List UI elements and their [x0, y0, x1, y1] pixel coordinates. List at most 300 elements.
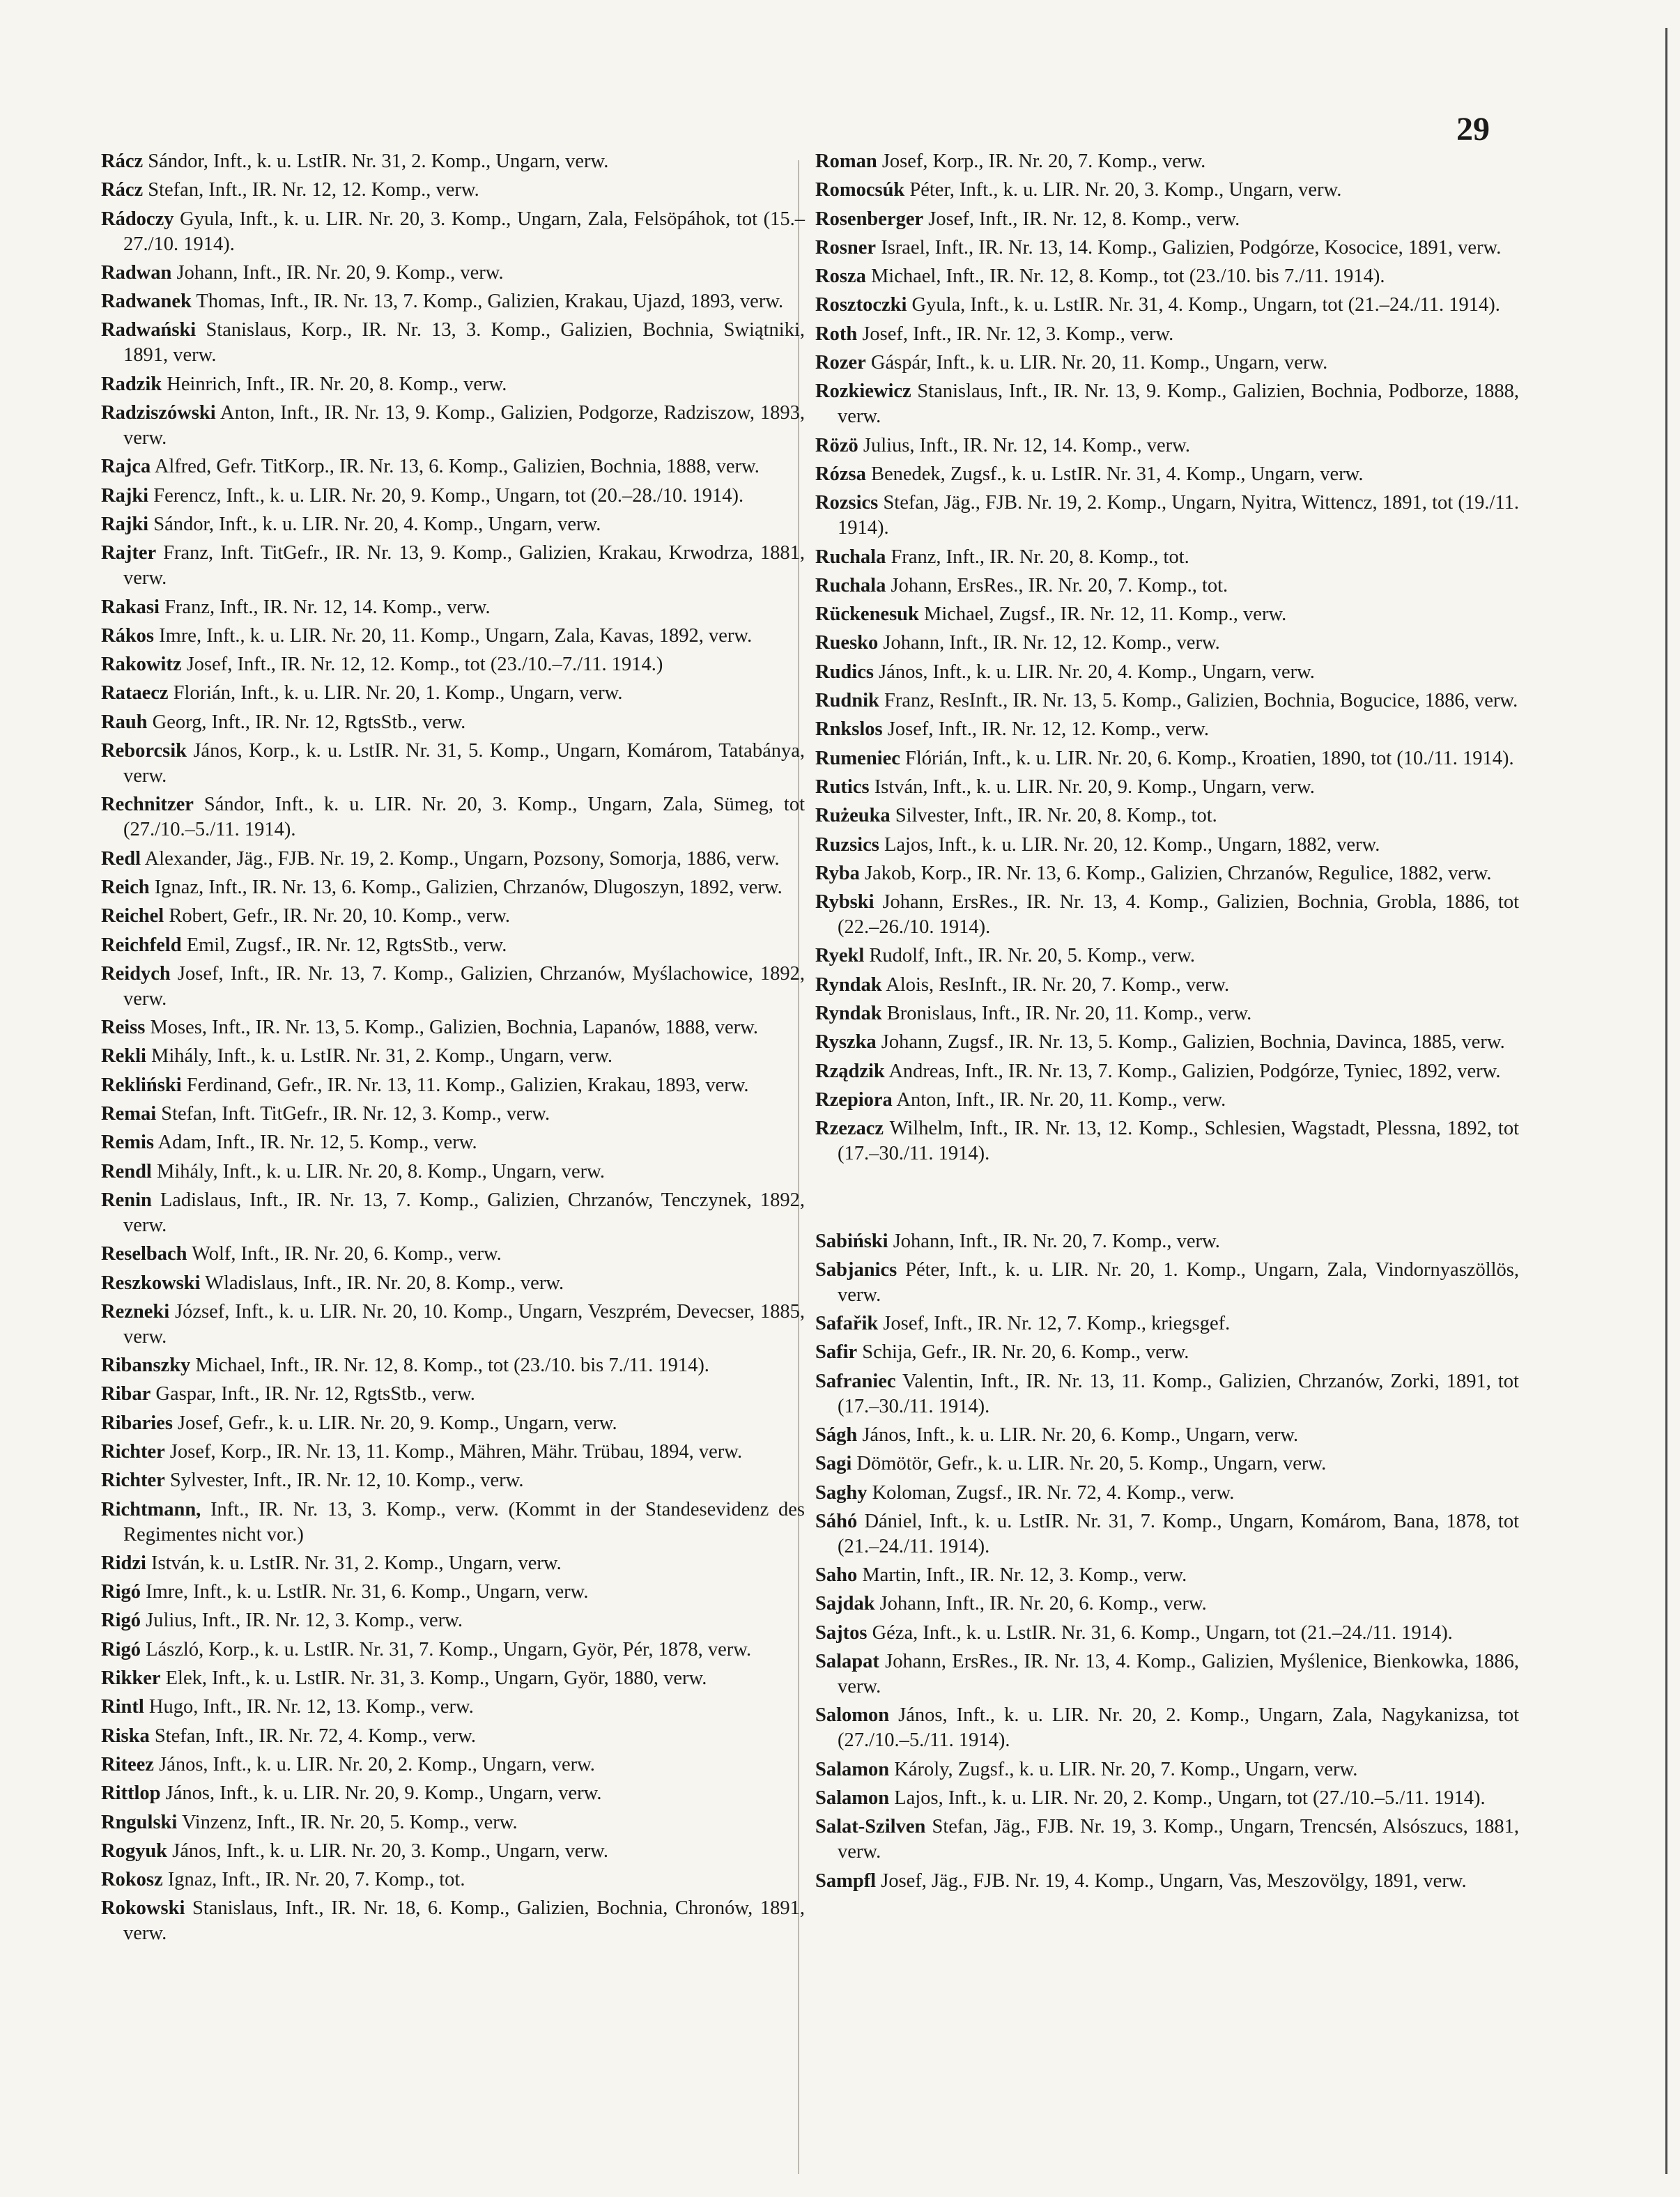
- surname: Rataecz: [101, 682, 169, 704]
- entry-details: Flórián, Inft., k. u. LIR. Nr. 20, 6. Komp., Kroatien, 1890, tot (10./11. 1914).: [905, 747, 1514, 769]
- entry-details: Georg, Inft., IR. Nr. 12, RgtsStb., verw.: [152, 711, 466, 733]
- entry-details: Josef, Gefr., k. u. LIR. Nr. 20, 9. Komp., Ungarn, verw.: [178, 1412, 617, 1434]
- entry-details: Stefan, Jäg., FJB. Nr. 19, 2. Komp., Ungarn, Nyitra, Wittencz, 1891, tot (19./11. 1914).: [838, 492, 1520, 539]
- surname: Rigó: [101, 1638, 141, 1660]
- entry-details: Stefan, Inft. TitGefr., IR. Nr. 12, 3. Komp., verw.: [161, 1103, 550, 1125]
- surname: Rittlop: [101, 1782, 161, 1805]
- entry-details: Franz, Inft., IR. Nr. 12, 14. Komp., verw.: [164, 596, 491, 618]
- casualty-entry: [815, 1311, 1519, 1336]
- entry-details: Sándor, Inft., k. u. LIR. Nr. 20, 3. Komp., Ungarn, Zala, Sümeg, tot (27./10.–5./11. 1914).: [123, 794, 806, 841]
- casualty-entry: [101, 372, 805, 397]
- surname: Ruesko: [815, 632, 879, 654]
- casualty-entry: [815, 491, 1519, 541]
- surname: Salamon: [815, 1758, 890, 1780]
- surname: Safraniec: [815, 1370, 896, 1392]
- entry-details: Johann, ErsRes., IR. Nr. 13, 4. Komp., Galizien, Myślenice, Bienkowka, 1886, verw.: [838, 1651, 1520, 1698]
- casualty-entry: [101, 401, 805, 451]
- entry-details: Emil, Zugsf., IR. Nr. 12, RgtsStb., verw.: [186, 934, 507, 956]
- casualty-entry: [101, 318, 805, 368]
- casualty-entry: [101, 1497, 805, 1548]
- entry-details: Andreas, Inft., IR. Nr. 13, 7. Komp., Galizien, Podgórze, Tyniec, 1892, verw.: [888, 1060, 1501, 1082]
- casualty-entry: [815, 1088, 1519, 1113]
- surname: Rintl: [101, 1696, 144, 1718]
- entry-details: Stanislaus, Inft., IR. Nr. 18, 6. Komp., Galizien, Bochnia, Chronów, 1891, verw.: [123, 1897, 805, 1945]
- entry-details: Michael, Inft., IR. Nr. 12, 8. Komp., tot (23./10. bis 7./11. 1914).: [195, 1355, 709, 1377]
- casualty-entry: [815, 1509, 1519, 1559]
- surname: Rnkslos: [815, 718, 883, 741]
- right-column: [815, 149, 1519, 1897]
- surname: Sabiński: [815, 1230, 888, 1252]
- surname: Ságh: [815, 1424, 858, 1446]
- entry-details: Johann, Inft., IR. Nr. 20, 6. Komp., verw.: [879, 1593, 1207, 1615]
- casualty-entry: [101, 484, 805, 509]
- entry-details: Ignaz, Inft., IR. Nr. 13, 6. Komp., Galizien, Chrzanów, Dlugoszyn, 1892, verw.: [154, 876, 783, 898]
- surname: Salomon: [815, 1704, 890, 1727]
- casualty-entry: [815, 264, 1519, 289]
- entry-details: Inft., IR. Nr. 13, 3. Komp., verw. (Kommt in der Standesevidenz des Regimentes nicht vor.): [123, 1498, 805, 1545]
- entry-details: Florián, Inft., k. u. LIR. Nr. 20, 1. Komp., Ungarn, verw.: [173, 682, 623, 704]
- casualty-entry: [815, 1451, 1519, 1477]
- casualty-entry: [815, 350, 1519, 376]
- casualty-entry: [101, 681, 805, 706]
- casualty-entry: [815, 1481, 1519, 1506]
- entry-details: Josef, Inft., IR. Nr. 12, 12. Komp., verw.: [887, 718, 1209, 741]
- entry-details: Julius, Inft., IR. Nr. 12, 14. Komp., verw.: [863, 434, 1191, 456]
- surname: Sajdak: [815, 1593, 875, 1615]
- surname: Salamon: [815, 1787, 890, 1809]
- surname: Saghy: [815, 1481, 868, 1504]
- surname: Rumeniec: [815, 747, 900, 769]
- casualty-entry: [101, 1159, 805, 1185]
- entry-details: Josef, Korp., IR. Nr. 13, 11. Komp., Mähren, Mähr. Trübau, 1894, verw.: [169, 1440, 743, 1463]
- surname: Rosza: [815, 265, 866, 288]
- entry-details: János, Inft., k. u. LIR. Nr. 20, 2. Komp., Ungarn, verw.: [159, 1753, 595, 1775]
- casualty-entry: [101, 1839, 805, 1864]
- entry-details: Franz, Inft. TitGefr., IR. Nr. 13, 9. Komp., Galizien, Krakau, Krwodrza, 1881, verw.: [123, 542, 805, 589]
- surname: Richter: [101, 1470, 165, 1492]
- surname: Rudnik: [815, 690, 879, 712]
- surname: Rosztoczki: [815, 294, 907, 316]
- entry-details: Ferencz, Inft., k. u. LIR. Nr. 20, 9. Komp., Ungarn, tot (20.–28./10. 1914).: [153, 484, 744, 507]
- entry-details: Michael, Zugsf., IR. Nr. 12, 11. Komp., verw.: [924, 603, 1287, 626]
- surname: Sabjanics: [815, 1258, 897, 1281]
- entry-details: Stefan, Jäg., FJB. Nr. 19, 3. Komp., Ungarn, Trencsén, Alsószucs, 1881, verw.: [838, 1816, 1519, 1863]
- entry-details: Stefan, Inft., IR. Nr. 72, 4. Komp., verw.: [154, 1725, 477, 1747]
- entry-details: József, Inft., k. u. LIR. Nr. 20, 10. Komp., Ungarn, Veszprém, Devecser, 1885, verw.: [123, 1300, 806, 1348]
- casualty-entry: [815, 462, 1519, 487]
- entry-details: Péter, Inft., k. u. LIR. Nr. 20, 1. Komp., Ungarn, Zala, Vindornyaszöllös, verw.: [838, 1258, 1519, 1306]
- surname: Reichel: [101, 905, 164, 927]
- entry-details: Ignaz, Inft., IR. Nr. 20, 7. Komp., tot.: [167, 1869, 465, 1891]
- entry-details: Mihály, Inft., k. u. LstIR. Nr. 31, 2. Komp., Ungarn, verw.: [151, 1045, 613, 1067]
- casualty-entry: [101, 1044, 805, 1069]
- surname: Sagi: [815, 1453, 852, 1475]
- casualty-entry: [101, 1608, 805, 1633]
- entry-details: Johann, Inft., IR. Nr. 12, 12. Komp., verw.: [883, 632, 1220, 654]
- surname: Safařik: [815, 1313, 879, 1335]
- surname: Ryszka: [815, 1031, 877, 1054]
- entry-details: Julius, Inft., IR. Nr. 12, 3. Komp., verw.: [146, 1610, 463, 1632]
- casualty-entry: [101, 962, 805, 1012]
- entry-details: Bronislaus, Inft., IR. Nr. 20, 11. Komp., verw.: [886, 1003, 1252, 1025]
- casualty-entry: [101, 595, 805, 620]
- entry-details: Robert, Gefr., IR. Nr. 20, 10. Komp., verw.: [169, 905, 511, 927]
- surname: Radwański: [101, 319, 196, 341]
- casualty-entry: [101, 454, 805, 479]
- entry-details: Moses, Inft., IR. Nr. 13, 5. Komp., Galizien, Bochnia, Lapanów, 1888, verw.: [150, 1017, 758, 1039]
- surname: Reborcsik: [101, 740, 187, 762]
- casualty-entry: [101, 710, 805, 735]
- entry-details: Dániel, Inft., k. u. LstIR. Nr. 31, 7. Komp., Ungarn, Komárom, Bana, 1878, tot (21.–24./11. 1914).: [838, 1510, 1519, 1557]
- casualty-entry: [101, 1752, 805, 1778]
- surname: Rekli: [101, 1045, 146, 1067]
- casualty-entry: [815, 660, 1519, 685]
- casualty-entry: [815, 1786, 1519, 1811]
- surname: Rokowski: [101, 1897, 185, 1920]
- casualty-entry: [101, 1781, 805, 1806]
- surname: Rádoczy: [101, 208, 174, 230]
- page-number: 29: [1456, 111, 1490, 148]
- surname: Reichfeld: [101, 934, 182, 956]
- casualty-entry: [101, 904, 805, 929]
- entry-details: Elek, Inft., k. u. LstIR. Nr. 31, 3. Komp., Ungarn, Györ, 1880, verw.: [165, 1667, 707, 1690]
- casualty-entry: [815, 293, 1519, 318]
- surname: Safir: [815, 1341, 858, 1364]
- entry-details: Schija, Gefr., IR. Nr. 20, 6. Komp., verw.: [862, 1341, 1189, 1364]
- surname: Reszkowski: [101, 1272, 201, 1294]
- entry-details: Josef, Inft., IR. Nr. 12, 7. Komp., kriegsgef.: [883, 1313, 1231, 1335]
- surname: Radzik: [101, 373, 162, 395]
- page-edge-shadow: [1665, 28, 1667, 2174]
- casualty-entry: [101, 178, 805, 203]
- entry-details: Sylvester, Inft., IR. Nr. 12, 10. Komp., verw.: [169, 1470, 524, 1492]
- casualty-entry: [815, 943, 1519, 969]
- entry-details: Wolf, Inft., IR. Nr. 20, 6. Komp., verw.: [192, 1243, 502, 1265]
- surname: Ryekl: [815, 945, 865, 967]
- entry-details: Gyula, Inft., k. u. LstIR. Nr. 31, 4. Komp., Ungarn, tot (21.–24./11. 1914).: [911, 294, 1500, 316]
- surname: Ryndak: [815, 1003, 882, 1025]
- casualty-entry: [101, 847, 805, 872]
- casualty-entry: [101, 792, 805, 842]
- entry-details: Franz, Inft., IR. Nr. 20, 8. Komp., tot.: [891, 546, 1189, 568]
- entry-details: István, k. u. LstIR. Nr. 31, 2. Komp., Ungarn, verw.: [151, 1552, 562, 1574]
- surname: Rudics: [815, 661, 874, 683]
- surname: Rákos: [101, 624, 155, 647]
- entry-details: Géza, Inft., k. u. LstIR. Nr. 31, 6. Komp., Ungarn, tot (21.–24./11. 1914).: [872, 1621, 1453, 1644]
- casualty-entry: [101, 1867, 805, 1892]
- casualty-entry: [101, 1551, 805, 1576]
- entry-details: Johann, Inft., IR. Nr. 20, 7. Komp., verw.: [893, 1230, 1220, 1252]
- casualty-entry: [815, 833, 1519, 858]
- entry-details: Josef, Inft., IR. Nr. 12, 12. Komp., tot (23./10.–7./11. 1914.): [186, 654, 663, 676]
- surname: Redl: [101, 847, 141, 870]
- surname: Rezneki: [101, 1300, 170, 1323]
- entry-details: Franz, ResInft., IR. Nr. 13, 5. Komp., Galizien, Bochnia, Bogucice, 1886, verw.: [884, 690, 1518, 712]
- casualty-entry: [101, 1188, 805, 1238]
- entry-details: Alois, ResInft., IR. Nr. 20, 7. Komp., verw.: [886, 973, 1230, 996]
- casualty-entry: [815, 1258, 1519, 1308]
- casualty-entry: [815, 1563, 1519, 1588]
- surname: Renin: [101, 1189, 152, 1211]
- entry-details: Johann, Zugsf., IR. Nr. 13, 5. Komp., Galizien, Bochnia, Davinca, 1885, verw.: [881, 1031, 1505, 1054]
- casualty-entry: [101, 652, 805, 677]
- casualty-entry: [815, 149, 1519, 174]
- section-gap: [815, 1171, 1519, 1229]
- entry-details: Michael, Inft., IR. Nr. 12, 8. Komp., tot (23./10. bis 7./11. 1914).: [870, 265, 1385, 288]
- casualty-entry: [815, 861, 1519, 886]
- surname: Rendl: [101, 1160, 152, 1182]
- entry-details: Johann, ErsRes., IR. Nr. 13, 4. Komp., Galizien, Bochnia, Grobla, 1886, tot (22.–26./10. 1914).: [838, 891, 1519, 939]
- entry-details: István, Inft., k. u. LIR. Nr. 20, 9. Komp., Ungarn, verw.: [874, 776, 1315, 798]
- surname: Ryba: [815, 862, 860, 884]
- casualty-entry: [101, 541, 805, 591]
- entry-details: Valentin, Inft., IR. Nr. 13, 11. Komp., Galizien, Chrzanów, Zorki, 1891, tot (17.–30./11. 1914).: [838, 1370, 1519, 1417]
- casualty-entry: [101, 1130, 805, 1155]
- casualty-entry: [815, 803, 1519, 828]
- entry-details: Ladislaus, Inft., IR. Nr. 13, 7. Komp., Galizien, Chrzanów, Tenczynek, 1892, verw.: [123, 1189, 805, 1236]
- casualty-entry: [815, 573, 1519, 599]
- entry-details: Gáspár, Inft., k. u. LIR. Nr. 20, 11. Komp., Ungarn, verw.: [870, 352, 1328, 374]
- surname: Rigó: [101, 1610, 141, 1632]
- surname: Ribar: [101, 1383, 151, 1405]
- entry-details: Péter, Inft., k. u. LIR. Nr. 20, 3. Komp., Ungarn, verw.: [909, 179, 1342, 201]
- entry-details: Anton, Inft., IR. Nr. 20, 11. Komp., verw.: [896, 1088, 1226, 1111]
- surname: Salapat: [815, 1651, 879, 1673]
- left-column: [101, 149, 805, 1950]
- entry-details: Károly, Zugsf., k. u. LIR. Nr. 20, 7. Komp., Ungarn, verw.: [894, 1758, 1358, 1780]
- surname: Rácz: [101, 179, 144, 201]
- surname: Sáhó: [815, 1510, 858, 1532]
- surname: Rekliński: [101, 1074, 182, 1096]
- entry-details: Wladislaus, Inft., IR. Nr. 20, 8. Komp., verw.: [205, 1272, 564, 1294]
- entry-details: Josef, Inft., IR. Nr. 12, 8. Komp., verw.: [928, 208, 1240, 230]
- casualty-entry: [815, 1621, 1519, 1646]
- surname: Rządzik: [815, 1060, 885, 1082]
- casualty-entry: [101, 289, 805, 314]
- entry-details: Vinzenz, Inft., IR. Nr. 20, 5. Komp., verw.: [181, 1811, 518, 1833]
- entry-details: Johann, Inft., IR. Nr. 20, 9. Komp., verw.: [176, 261, 504, 284]
- entry-details: Josef, Korp., IR. Nr. 20, 7. Komp., verw.: [881, 151, 1206, 172]
- surname: Ruchala: [815, 574, 886, 596]
- casualty-entry: [101, 261, 805, 286]
- surname: Rakasi: [101, 596, 160, 618]
- casualty-entry: [815, 973, 1519, 998]
- casualty-entry: [101, 1271, 805, 1296]
- casualty-entry: [101, 1666, 805, 1691]
- surname: Rokosz: [101, 1869, 163, 1891]
- casualty-entry: [815, 1703, 1519, 1753]
- casualty-entry: [815, 1030, 1519, 1055]
- surname: Rauh: [101, 711, 148, 733]
- entry-details: Lajos, Inft., k. u. LIR. Nr. 20, 12. Komp., Ungarn, 1882, verw.: [884, 833, 1380, 856]
- entry-details: Gaspar, Inft., IR. Nr. 12, RgtsStb., verw.: [155, 1383, 475, 1405]
- surname: Roman: [815, 151, 877, 172]
- surname: Rajter: [101, 542, 157, 564]
- entry-details: Silvester, Inft., IR. Nr. 20, 8. Komp., tot.: [895, 805, 1217, 827]
- surname: Rozsics: [815, 492, 879, 514]
- surname: Rozer: [815, 352, 866, 374]
- casualty-entry: [101, 1440, 805, 1465]
- surname: Reselbach: [101, 1243, 187, 1265]
- casualty-entry: [101, 1468, 805, 1493]
- surname: Salat-Szilven: [815, 1816, 926, 1838]
- surname: Rózsa: [815, 463, 866, 485]
- entry-details: Sándor, Inft., k. u. LIR. Nr. 20, 4. Komp., Ungarn, verw.: [153, 513, 601, 535]
- casualty-entry: [815, 1001, 1519, 1026]
- casualty-entry: [101, 1724, 805, 1749]
- surname: Ribanszky: [101, 1355, 191, 1377]
- casualty-entry: [815, 1229, 1519, 1254]
- casualty-entry: [101, 1896, 805, 1946]
- casualty-entry: [815, 207, 1519, 232]
- entry-details: Josef, Inft., IR. Nr. 13, 7. Komp., Galizien, Chrzanów, Myślachowice, 1892, verw.: [123, 962, 805, 1010]
- casualty-entry: [101, 1810, 805, 1835]
- surname: Richtmann,: [101, 1498, 201, 1520]
- entry-details: László, Korp., k. u. LstIR. Nr. 31, 7. Komp., Ungarn, Györ, Pér, 1878, verw.: [146, 1638, 752, 1660]
- entry-details: Adam, Inft., IR. Nr. 12, 5. Komp., verw.: [157, 1132, 477, 1154]
- surname: Rajki: [101, 513, 149, 535]
- casualty-entry: [101, 1242, 805, 1267]
- surname: Rngulski: [101, 1811, 178, 1833]
- casualty-entry: [101, 1015, 805, 1040]
- surname: Remis: [101, 1132, 154, 1154]
- entry-details: Hugo, Inft., IR. Nr. 12, 13. Komp., verw.: [148, 1696, 474, 1718]
- casualty-entry: [815, 775, 1519, 800]
- casualty-entry: [815, 322, 1519, 347]
- surname: Ryndak: [815, 973, 882, 996]
- casualty-entry: [815, 236, 1519, 261]
- surname: Saho: [815, 1564, 858, 1587]
- surname: Rajki: [101, 484, 149, 507]
- surname: Ribaries: [101, 1412, 173, 1434]
- surname: Ruchala: [815, 546, 886, 568]
- entry-details: János, Inft., k. u. LIR. Nr. 20, 2. Komp., Ungarn, Zala, Nagykanizsa, tot (27./10.–5./11. 1914).: [838, 1704, 1520, 1752]
- casualty-entry: [815, 631, 1519, 656]
- surname: Rikker: [101, 1667, 161, 1690]
- entry-details: János, Inft., k. u. LIR. Nr. 20, 9. Komp., Ungarn, verw.: [165, 1782, 602, 1805]
- casualty-entry: [815, 379, 1519, 429]
- surname: Ruzsics: [815, 833, 879, 856]
- surname: Rybski: [815, 891, 874, 914]
- casualty-entry: [101, 875, 805, 900]
- casualty-entry: [101, 1695, 805, 1720]
- entry-details: Dömötör, Gefr., k. u. LIR. Nr. 20, 5. Komp., Ungarn, verw.: [856, 1453, 1327, 1475]
- entry-details: Anton, Inft., IR. Nr. 13, 9. Komp., Galizien, Podgorze, Radziszow, 1893, verw.: [123, 402, 805, 449]
- surname: Rutics: [815, 776, 870, 798]
- casualty-entry: [815, 545, 1519, 570]
- surname: Rechnitzer: [101, 794, 194, 816]
- surname: Roth: [815, 323, 858, 345]
- entry-details: Johann, ErsRes., IR. Nr. 20, 7. Komp., tot.: [891, 574, 1228, 596]
- casualty-entry: [101, 1580, 805, 1605]
- casualty-entry: [815, 1116, 1519, 1166]
- surname: Sampfl: [815, 1870, 877, 1892]
- casualty-entry: [101, 624, 805, 649]
- casualty-entry: [815, 688, 1519, 714]
- casualty-entry: [815, 746, 1519, 771]
- entry-details: Ferdinand, Gefr., IR. Nr. 13, 11. Komp., Galizien, Krakau, 1893, verw.: [186, 1074, 749, 1096]
- casualty-entry: [101, 1382, 805, 1407]
- surname: Rigó: [101, 1581, 141, 1603]
- surname: Riteez: [101, 1753, 154, 1775]
- casualty-entry: [815, 717, 1519, 742]
- entry-details: Josef, Jäg., FJB. Nr. 19, 4. Komp., Ungarn, Vas, Meszovölgy, 1891, verw.: [881, 1870, 1467, 1892]
- casualty-entry: [101, 1102, 805, 1127]
- entry-details: Alfred, Gefr. TitKorp., IR. Nr. 13, 6. Komp., Galizien, Bochnia, 1888, verw.: [154, 456, 760, 478]
- casualty-entry: [815, 1814, 1519, 1865]
- entry-details: Josef, Inft., IR. Nr. 12, 3. Komp., verw.: [862, 323, 1174, 345]
- casualty-entry: [815, 1757, 1519, 1782]
- casualty-entry: [101, 1073, 805, 1098]
- surname: Richter: [101, 1440, 165, 1463]
- surname: Rzepiora: [815, 1088, 893, 1111]
- surname: Rácz: [101, 151, 144, 172]
- entry-details: Imre, Inft., k. u. LstIR. Nr. 31, 6. Komp., Ungarn, verw.: [146, 1581, 589, 1603]
- casualty-entry: [815, 1423, 1519, 1448]
- casualty-entry: [815, 1869, 1519, 1894]
- casualty-entry: [101, 1411, 805, 1436]
- surname: Reich: [101, 876, 150, 898]
- entry-details: Heinrich, Inft., IR. Nr. 20, 8. Komp., verw.: [167, 373, 507, 395]
- surname: Rozkiewicz: [815, 380, 911, 403]
- casualty-entry: [101, 149, 805, 174]
- entry-details: Wilhelm, Inft., IR. Nr. 13, 12. Komp., Schlesien, Wagstadt, Plessna, 1892, tot (17.–30./11. 1914).: [838, 1118, 1519, 1165]
- casualty-entry: [101, 207, 805, 257]
- surname: Rakowitz: [101, 654, 182, 676]
- casualty-entry: [815, 602, 1519, 627]
- entry-details: Benedek, Zugsf., k. u. LstIR. Nr. 31, 4. Komp., Ungarn, verw.: [870, 463, 1364, 485]
- surname: Radziszówski: [101, 402, 216, 424]
- casualty-entry: [815, 1649, 1519, 1699]
- surname: Sajtos: [815, 1621, 868, 1644]
- entry-details: Stanislaus, Korp., IR. Nr. 13, 3. Komp., Galizien, Bochnia, Swiątniki, 1891, verw.: [123, 319, 805, 367]
- entry-details: János, Inft., k. u. LIR. Nr. 20, 3. Komp., Ungarn, verw.: [172, 1840, 609, 1862]
- casualty-entry: [815, 890, 1519, 940]
- surname: Rückenesuk: [815, 603, 919, 626]
- entry-details: Stanislaus, Inft., IR. Nr. 13, 9. Komp., Galizien, Bochnia, Podborze, 1888, verw.: [838, 380, 1520, 428]
- casualty-entry: [815, 1369, 1519, 1419]
- casualty-entry: [815, 1059, 1519, 1084]
- entry-details: János, Inft., k. u. LIR. Nr. 20, 6. Komp., Ungarn, verw.: [862, 1424, 1299, 1446]
- entry-details: Imre, Inft., k. u. LIR. Nr. 20, 11. Komp., Ungarn, Zala, Kavas, 1892, verw.: [159, 624, 753, 647]
- surname: Rużeuka: [815, 805, 891, 827]
- entry-details: Stefan, Inft., IR. Nr. 12, 12. Komp., verw.: [148, 179, 479, 201]
- surname: Ridzi: [101, 1552, 146, 1574]
- casualty-entry: [815, 433, 1519, 458]
- surname: Rzezacz: [815, 1118, 884, 1140]
- casualty-entry: [101, 512, 805, 537]
- entry-details: Alexander, Jäg., FJB. Nr. 19, 2. Komp., Ungarn, Pozsony, Somorja, 1886, verw.: [144, 847, 780, 870]
- entry-details: Sándor, Inft., k. u. LstIR. Nr. 31, 2. Komp., Ungarn, verw.: [148, 151, 609, 172]
- entry-details: Martin, Inft., IR. Nr. 12, 3. Komp., verw.: [862, 1564, 1187, 1587]
- surname: Rogyuk: [101, 1840, 168, 1862]
- casualty-entry: [101, 739, 805, 789]
- entry-details: Mihály, Inft., k. u. LIR. Nr. 20, 8. Komp., Ungarn, verw.: [156, 1160, 605, 1182]
- entry-details: Jakob, Korp., IR. Nr. 13, 6. Komp., Galizien, Chrzanów, Regulice, 1882, verw.: [865, 862, 1492, 884]
- entry-details: Lajos, Inft., k. u. LIR. Nr. 20, 2. Komp., Ungarn, tot (27./10.–5./11. 1914).: [894, 1787, 1486, 1809]
- entry-details: Thomas, Inft., IR. Nr. 13, 7. Komp., Galizien, Krakau, Ujazd, 1893, verw.: [196, 291, 784, 313]
- surname: Radwanek: [101, 291, 192, 313]
- surname: Reiss: [101, 1017, 146, 1039]
- casualty-entry: [101, 1637, 805, 1663]
- casualty-entry: [815, 1591, 1519, 1617]
- entry-details: Gyula, Inft., k. u. LIR. Nr. 20, 3. Komp., Ungarn, Zala, Felsöpáhok, tot (15.–27./10. 1914).: [123, 208, 806, 255]
- casualty-entry: [815, 178, 1519, 203]
- surname: Reidych: [101, 962, 171, 985]
- surname: Riska: [101, 1725, 150, 1747]
- entry-details: János, Inft., k. u. LIR. Nr. 20, 4. Komp., Ungarn, verw.: [879, 661, 1315, 683]
- surname: Rosenberger: [815, 208, 924, 230]
